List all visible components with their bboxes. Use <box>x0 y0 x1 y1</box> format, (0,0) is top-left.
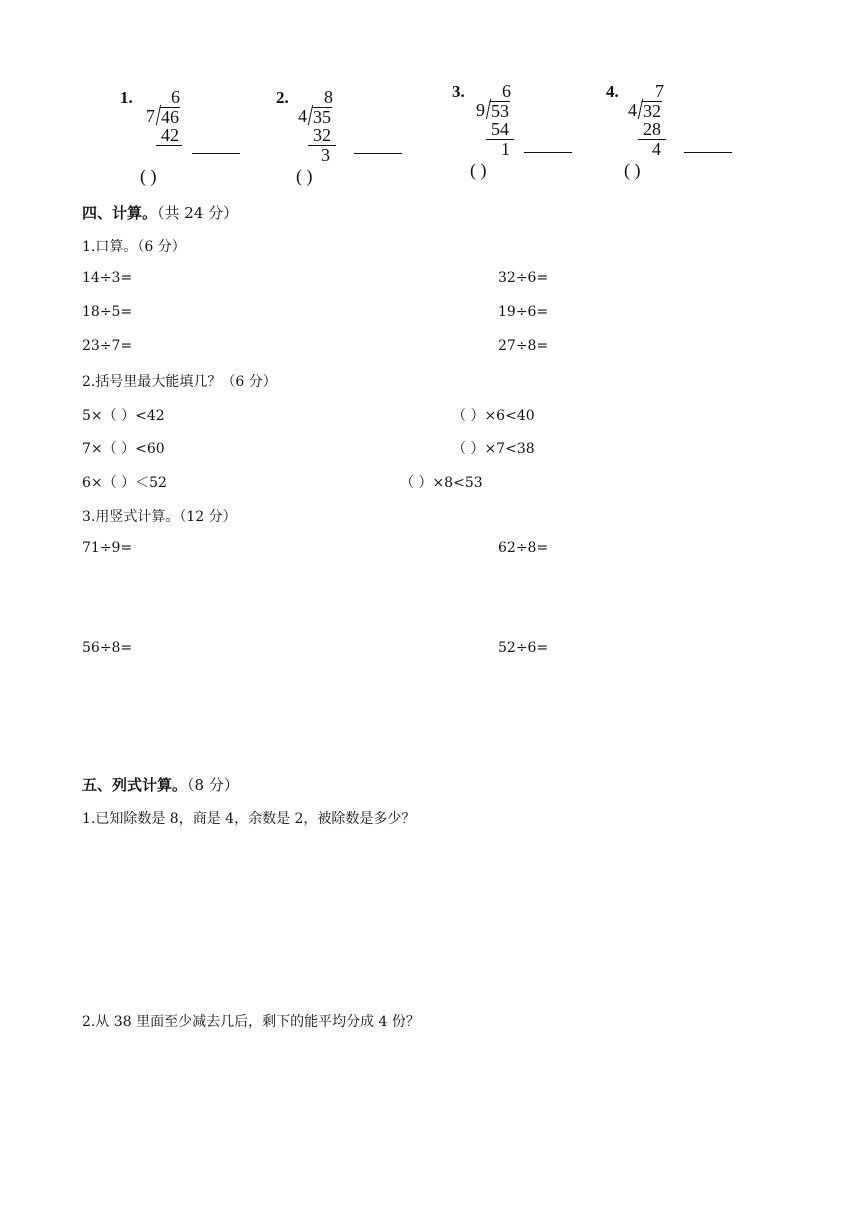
quotient: 6 <box>502 81 511 101</box>
division-problem-1 <box>120 80 290 190</box>
quotient: 7 <box>655 81 664 101</box>
section4-heading <box>82 202 238 223</box>
dividend: 32 <box>643 101 661 121</box>
product: 42 <box>161 125 179 145</box>
divisor: 4 <box>298 106 307 126</box>
answer-blank[interactable] <box>524 152 572 153</box>
answer-parentheses[interactable]: ( ) <box>296 166 313 186</box>
answer-parentheses[interactable]: ( ) <box>624 160 641 180</box>
oral-calc-item[interactable]: 32÷6= <box>498 270 549 286</box>
oral-calc-item[interactable]: 27÷8= <box>498 338 549 354</box>
part3-title: 3.用竖式计算。（12 分） <box>82 509 237 525</box>
section5-title: 五、列式计算。 <box>82 776 188 794</box>
remainder: 3 <box>321 145 330 165</box>
vertical-calc-item[interactable]: 62÷8= <box>498 540 549 556</box>
oral-calc-item[interactable]: 19÷6= <box>498 304 549 320</box>
subtraction-line <box>156 145 182 146</box>
answer-blank[interactable] <box>192 153 240 154</box>
division-problem-4 <box>606 80 776 190</box>
problem-number: 4. <box>606 82 619 101</box>
vertical-calc-item[interactable]: 56÷8= <box>82 640 133 656</box>
vertical-calc-item[interactable]: 71÷9= <box>82 540 133 556</box>
division-problem-3 <box>452 80 622 190</box>
section5-heading <box>82 774 239 795</box>
answer-parentheses[interactable]: ( ) <box>140 166 157 186</box>
product: 54 <box>491 119 509 139</box>
oral-calc-item[interactable]: 14÷3= <box>82 270 133 286</box>
oral-calc-item[interactable]: 18÷5= <box>82 304 133 320</box>
word-problem-1[interactable]: 1.已知除数是 8，商是 4，余数是 2，被除数是多少？ <box>82 811 416 827</box>
divisor: 9 <box>476 100 485 120</box>
fill-max-item[interactable]: 7×（ ）<60 <box>82 441 165 457</box>
section4-points: （共 24 分） <box>157 204 239 222</box>
remainder: 4 <box>652 139 661 159</box>
fill-max-item[interactable]: （ ）×7<38 <box>452 441 535 457</box>
fill-max-item[interactable]: （ ）×8<53 <box>400 475 483 491</box>
dividend: 53 <box>491 101 509 121</box>
fill-max-item[interactable]: 5×（ ）<42 <box>82 408 165 424</box>
quotient: 8 <box>324 87 333 107</box>
answer-parentheses[interactable]: ( ) <box>470 160 487 180</box>
section4-title: 四、计算。 <box>82 204 158 222</box>
section5-points: （8 分） <box>187 776 239 794</box>
quotient: 6 <box>171 87 180 107</box>
division-problem-2 <box>276 80 446 190</box>
word-problem-2[interactable]: 2.从 38 里面至少减去几后，剩下的能平均分成 4 份？ <box>82 1014 420 1030</box>
dividend: 46 <box>161 107 179 127</box>
problem-number: 3. <box>452 82 465 101</box>
problem-number: 1. <box>120 88 133 107</box>
answer-blank[interactable] <box>354 153 402 154</box>
problem-number: 2. <box>276 88 289 107</box>
part1-title: 1.口算。（6 分） <box>82 239 186 255</box>
answer-blank[interactable] <box>684 152 732 153</box>
product: 32 <box>313 125 331 145</box>
oral-calc-item[interactable]: 23÷7= <box>82 338 133 354</box>
divisor: 7 <box>146 106 155 126</box>
fill-max-item[interactable]: （ ）×6<40 <box>452 408 535 424</box>
product: 28 <box>643 119 661 139</box>
dividend: 35 <box>313 107 331 127</box>
fill-max-item[interactable]: 6×（ ）＜52 <box>82 475 167 491</box>
remainder: 1 <box>501 139 510 159</box>
divisor: 4 <box>628 100 637 120</box>
part2-title: 2.括号里最大能填几？（6 分） <box>82 374 277 390</box>
vertical-calc-item[interactable]: 52÷6= <box>498 640 549 656</box>
